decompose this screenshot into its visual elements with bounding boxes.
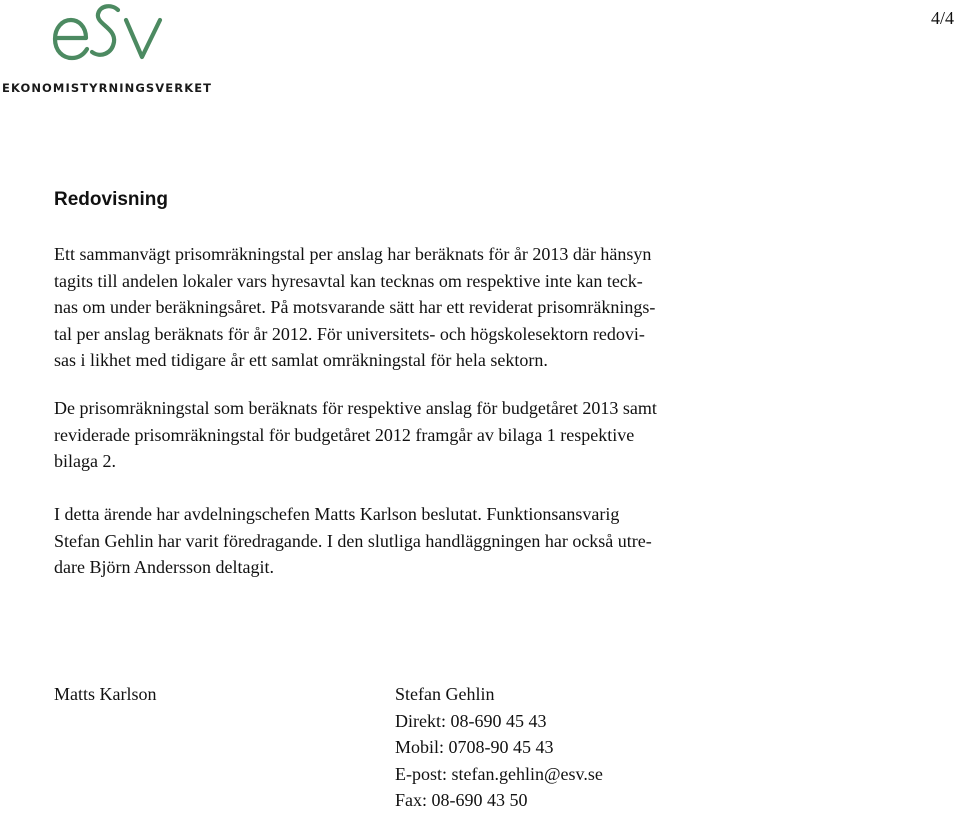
email-address: E-post: stefan.gehlin@esv.se bbox=[395, 763, 603, 784]
fax-number: Fax: 08-690 43 50 bbox=[395, 790, 528, 811]
signature-left bbox=[54, 681, 157, 708]
signer-name: Stefan Gehlin bbox=[395, 684, 495, 704]
text-line: I detta ärende har avdelningschefen Matts Karlson beslutat. Funktionsansvarig bbox=[54, 504, 620, 524]
paragraph-decision bbox=[54, 501, 754, 581]
text-line: nas om under beräkningsåret. På motsvarande sätt har ett reviderat prisomräknings- bbox=[54, 297, 656, 318]
text-line: dare Björn Andersson deltagit. bbox=[54, 557, 274, 578]
paragraph-attachments bbox=[54, 395, 754, 475]
text-line: Stefan Gehlin har varit föredragande. I den slutliga handläggningen har också utre- bbox=[54, 530, 652, 551]
logo-text: EKONOMISTYRNINGSVERKET bbox=[2, 81, 213, 95]
text-line: tal per anslag beräknats för år 2012. För universitets- och högskolesektorn redovi- bbox=[54, 323, 645, 344]
esv-logo-mark bbox=[50, 2, 170, 72]
esv-logo bbox=[0, 0, 230, 100]
text-line: De prisomräkningstal som beräknats för respektive anslag för budgetåret 2013 samt bbox=[54, 398, 657, 418]
paragraph-calculation bbox=[54, 241, 754, 374]
mobile-phone: Mobil: 0708-90 45 43 bbox=[395, 737, 554, 758]
signer-name: Matts Karlson bbox=[54, 684, 157, 704]
signature-right bbox=[395, 681, 603, 814]
text-line: Ett sammanvägt prisomräkningstal per anslag har beräknats för år 2013 där hänsyn bbox=[54, 244, 652, 264]
text-line: tagits till andelen lokaler vars hyresavtal kan tecknas om respektive inte kan teck- bbox=[54, 270, 643, 291]
page-number: 4/4 bbox=[930, 8, 954, 28]
text-line: reviderade prisomräkningstal för budgetåret 2012 framgår av bilaga 1 respektive bbox=[54, 424, 635, 445]
text-line: sas i likhet med tidigare år ett samlat omräkningstal för hela sektorn. bbox=[54, 350, 548, 371]
section-heading: Redovisning bbox=[54, 189, 169, 210]
direct-phone: Direkt: 08-690 45 43 bbox=[395, 710, 547, 731]
text-line: bilaga 2. bbox=[54, 451, 116, 472]
